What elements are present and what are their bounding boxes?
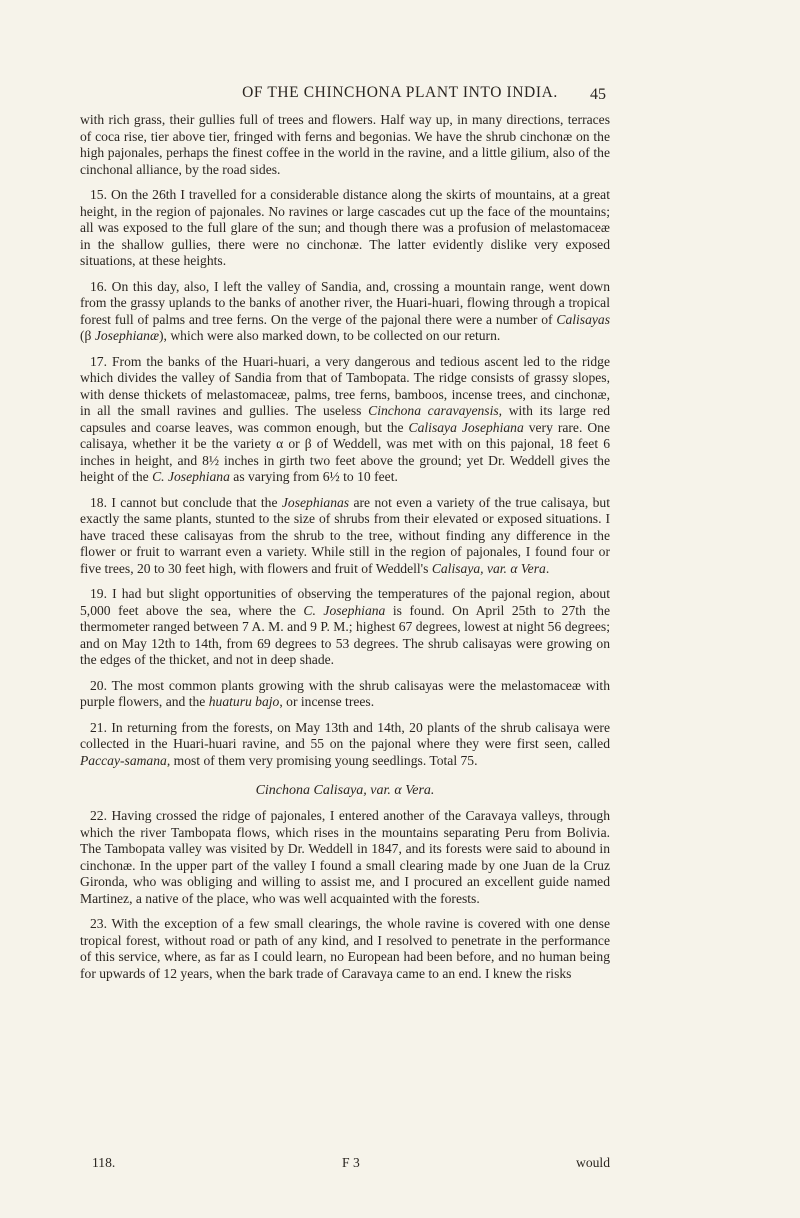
paragraph-21-italic-1: Paccay-samana xyxy=(80,752,167,768)
paragraph-18-italic-2: Calisaya, var. α Vera xyxy=(431,560,546,576)
paragraph-17-italic-1: Cinchona caravayensis xyxy=(368,403,499,418)
paragraph-17-italic-3: C. Josephiana xyxy=(152,469,230,484)
page-footer xyxy=(92,1155,610,1175)
paragraph-16 xyxy=(80,279,610,345)
paragraph-20-italic-1: huaturu bajo xyxy=(208,694,280,709)
section-subheading: Cinchona Calisaya, var. α Vera. xyxy=(255,783,435,798)
paragraph-18-text-3: . xyxy=(545,560,550,576)
paragraph-continuation: with rich grass, their gullies full of trees and flowers. Half way up, in many directions, terraces of coca rise, tier above tier, fringed with ferns and begonias. We have the shrub cinchonæ on the high pajonales, perhaps the finest coffee in the world in the ravine, and a little gilium, also of the cinchonal alliance, by the road sides. xyxy=(80,112,610,177)
running-title: OF THE CHINCHONA PLANT INTO INDIA. xyxy=(242,84,558,101)
paragraph-22: 22. Having crossed the ridge of pajonales, I entered another of the Caravaya valleys, through which the river Tambopata flows, which rises in the mountains separating Peru from Bolivia. The Tambopata valley was visited by Dr. Weddell in 1847, and its forests were said to abound in cinchonæ. In the upper part of the valley I found a small clearing made by one Juan de la Cruz Gironda, who was obliging and willing to assist me, and I procured an excellent guide named Martinez, a native of the place, who was well acquainted with the forests. xyxy=(80,808,610,906)
paragraph-18-text-2: are not even a variety of the true calisaya, but exactly the same plants, stunted to the size of shrubs from their elevated or exposed situations. I have traced these calisayas from the shrub to the tree, without finding any difference in the flower or fruit to warrant even a variety. While still in the region of pajonales, I found four or five trees, 20 to 30 feet high, with flowers and fruit of Weddell's xyxy=(80,494,610,576)
page-number: 45 xyxy=(590,86,606,103)
paragraph-17-text-2: , with its large red capsules and coarse leaves, was common enough, but the xyxy=(80,403,610,435)
paragraph-19-italic-1: C. Josephiana xyxy=(303,602,386,618)
paragraph-16-text-1: 16. On this day, also, I left the valley of Sandia, and, crossing a mountain range, went down from the grassy uplands to the banks of another river, the Huari-huari, flowing through a tropical forest full of palms and tree ferns. On the verge of the pajonal there were a number of xyxy=(80,278,610,327)
paragraph-20 xyxy=(80,678,610,711)
paragraph-21-text-2: , most of them very promising young seedlings. Total 75. xyxy=(166,752,478,768)
paragraph-17-italic-2: Calisaya Josephiana xyxy=(408,419,524,435)
paragraph-16-italic-2: Josephianæ xyxy=(94,328,160,343)
paragraph-20-text-1: 20. The most common plants growing with the shrub calisayas were the melastomaceæ with purple flowers, and the xyxy=(80,677,610,709)
paragraph-18-italic-1: Josephianas xyxy=(281,494,350,510)
signature-number: 118. xyxy=(92,1155,116,1170)
paragraph-15: 15. On the 26th I travelled for a considerable distance along the skirts of mountains, at a great height, in the region of pajonales. No ravines or large cascades cut up the face of the mountains; all was exposed to the full glare of the sun; and though there was a profusion of melastomaceæ in the shallow gullies, there were no cinchonæ. The latter evidently dislike very exposed situations, at these heights. xyxy=(80,187,610,268)
paragraph-17-text-1: 17. From the banks of the Huari-huari, a very dangerous and tedious ascent led to the ridge which divides the valley of Sandia from that of Tambopata. The ridge consists of grassy slopes, with dense thickets of melastomaceæ, palms, tree ferns, bamboos, incense trees, and cinchonæ, in all the small ravines and gullies. The useless xyxy=(80,353,610,418)
text-body xyxy=(80,112,610,991)
paragraph-17-text-3: very rare. One calisaya, whether it be the variety α or β of Weddell, was met with on this pajonal, 18 feet 6 inches in height, and 8½ inches in girth two feet above the ground; yet Dr. Weddell gives the height of the xyxy=(80,419,610,484)
paragraph-19-text-2: is found. On April 25th to 27th the thermometer ranged between 7 A. M. and 9 P. M.; highest 67 degrees, lowest at night 56 degrees; and on May 12th to 14th, from 69 degrees to 53 degrees. The shrub calisayas were growing on the edges of the thicket, and not in deep shade. xyxy=(80,602,610,667)
paragraph-21 xyxy=(80,720,610,770)
paragraph-21-text-1: 21. In returning from the forests, on May 13th and 14th, 20 plants of the shrub calisaya were collected in the Huari-huari ravine, and 55 on the pajonal where they were first seen, called xyxy=(80,719,610,751)
running-head xyxy=(0,84,800,108)
signature-mark: F 3 xyxy=(342,1155,360,1170)
paragraph-19 xyxy=(80,586,610,669)
catchword: would xyxy=(576,1155,610,1170)
paragraph-17-text-4: as varying from 6½ to 10 feet. xyxy=(229,469,398,484)
paragraph-16-text-3: ), which were also marked down, to be collected on our return. xyxy=(159,328,501,343)
paragraph-20-text-2: , or incense trees. xyxy=(279,694,375,709)
paragraph-16-text-2: (β xyxy=(80,328,95,343)
paragraph-18-text-1: 18. I cannot but conclude that the xyxy=(90,494,282,510)
paragraph-17 xyxy=(80,354,610,486)
paragraph-19-text-1: 19. I had but slight opportunities of observing the temperatures of the pajonal region, about 5,000 feet above the sea, where the xyxy=(80,586,610,618)
paragraph-23: 23. With the exception of a few small clearings, the whole ravine is covered with one dense tropical forest, without road or path of any kind, and I resolved to penetrate in the performance of this service, where, as far as I could learn, no European had been before, and no human being for upwards of 12 years, when the bark trade of Caravaya came to an end. I knew the risks xyxy=(80,916,610,981)
paragraph-18 xyxy=(80,495,610,578)
paragraph-16-italic-1: Calisayas xyxy=(556,311,610,327)
